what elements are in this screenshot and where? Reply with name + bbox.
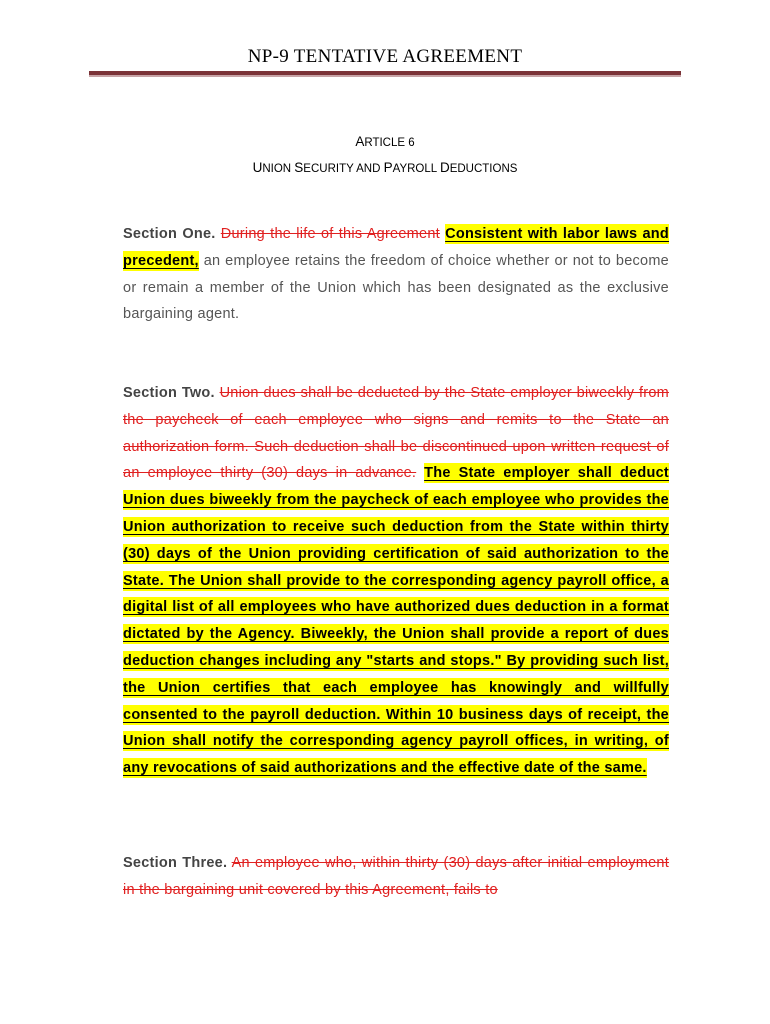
inserted-text: Consistent with labor laws and precedent, xyxy=(123,226,669,269)
title-underline-rule xyxy=(89,71,681,77)
section-heading: Section One. xyxy=(123,226,216,242)
article-number-initial: A xyxy=(355,134,365,149)
article-name-part: U xyxy=(252,160,263,175)
article-name-part: EDUCTIONS xyxy=(449,163,518,175)
deleted-text: An employee who, within thirty (30) days after initial employment in the bargaining unit covered by this Agreement, fails to xyxy=(123,855,670,898)
body-text: an employee retains the freedom of choice whether or not to become or remain a member of the Union which has been designated as the exclusive bargaining agent. xyxy=(123,252,669,323)
deleted-text: During the life of this Agreement xyxy=(220,226,440,242)
article-name-part: AYROLL xyxy=(392,163,440,175)
article-name-part: P xyxy=(383,160,393,175)
inserted-text: The State employer shall deduct Union dues biweekly from the paycheck of each employee who provides the Union authorization to receive such deduction from the State within thirty (30) days of the Union providing certification of said authorization to the State. The Union shall provide to the corresponding agency payroll office, a digital list of all employees who have authorized dues deduction in a format dictated by the Agency. Biweekly, the Union shall provide a report of dues deduction changes including any "starts and stops." By providing such list, the Union certifies that each employee has knowingly and willfully consented to the payroll deduction. Within 10 business days of receipt, the Union shall notify the corresponding agency payroll offices, in writing, of any revocations of said authorizations and the effective date of the same. xyxy=(123,465,669,777)
deleted-text: Union dues shall be deducted by the State employer biweekly from the paycheck of each employee who signs and remits to the State an authorization form. Such deduction shall be discontinued upon written request of an employee thirty (30) days in advance. xyxy=(123,385,669,482)
article-name-part: D xyxy=(439,160,450,175)
article-number xyxy=(0,134,770,149)
section-heading: Section Three. xyxy=(123,855,228,871)
article-number-rest: RTICLE 6 xyxy=(364,137,415,149)
article-name xyxy=(0,160,770,175)
section-one xyxy=(123,221,669,328)
section-two xyxy=(123,380,669,782)
article-name-part: NION xyxy=(262,163,295,175)
article-name-part: ECURITY AND xyxy=(303,163,384,175)
document-title: NP-9 TENTATIVE AGREEMENT xyxy=(247,46,523,67)
section-three xyxy=(123,850,669,904)
article-name-part: S xyxy=(294,160,304,175)
section-heading: Section Two. xyxy=(123,385,215,401)
